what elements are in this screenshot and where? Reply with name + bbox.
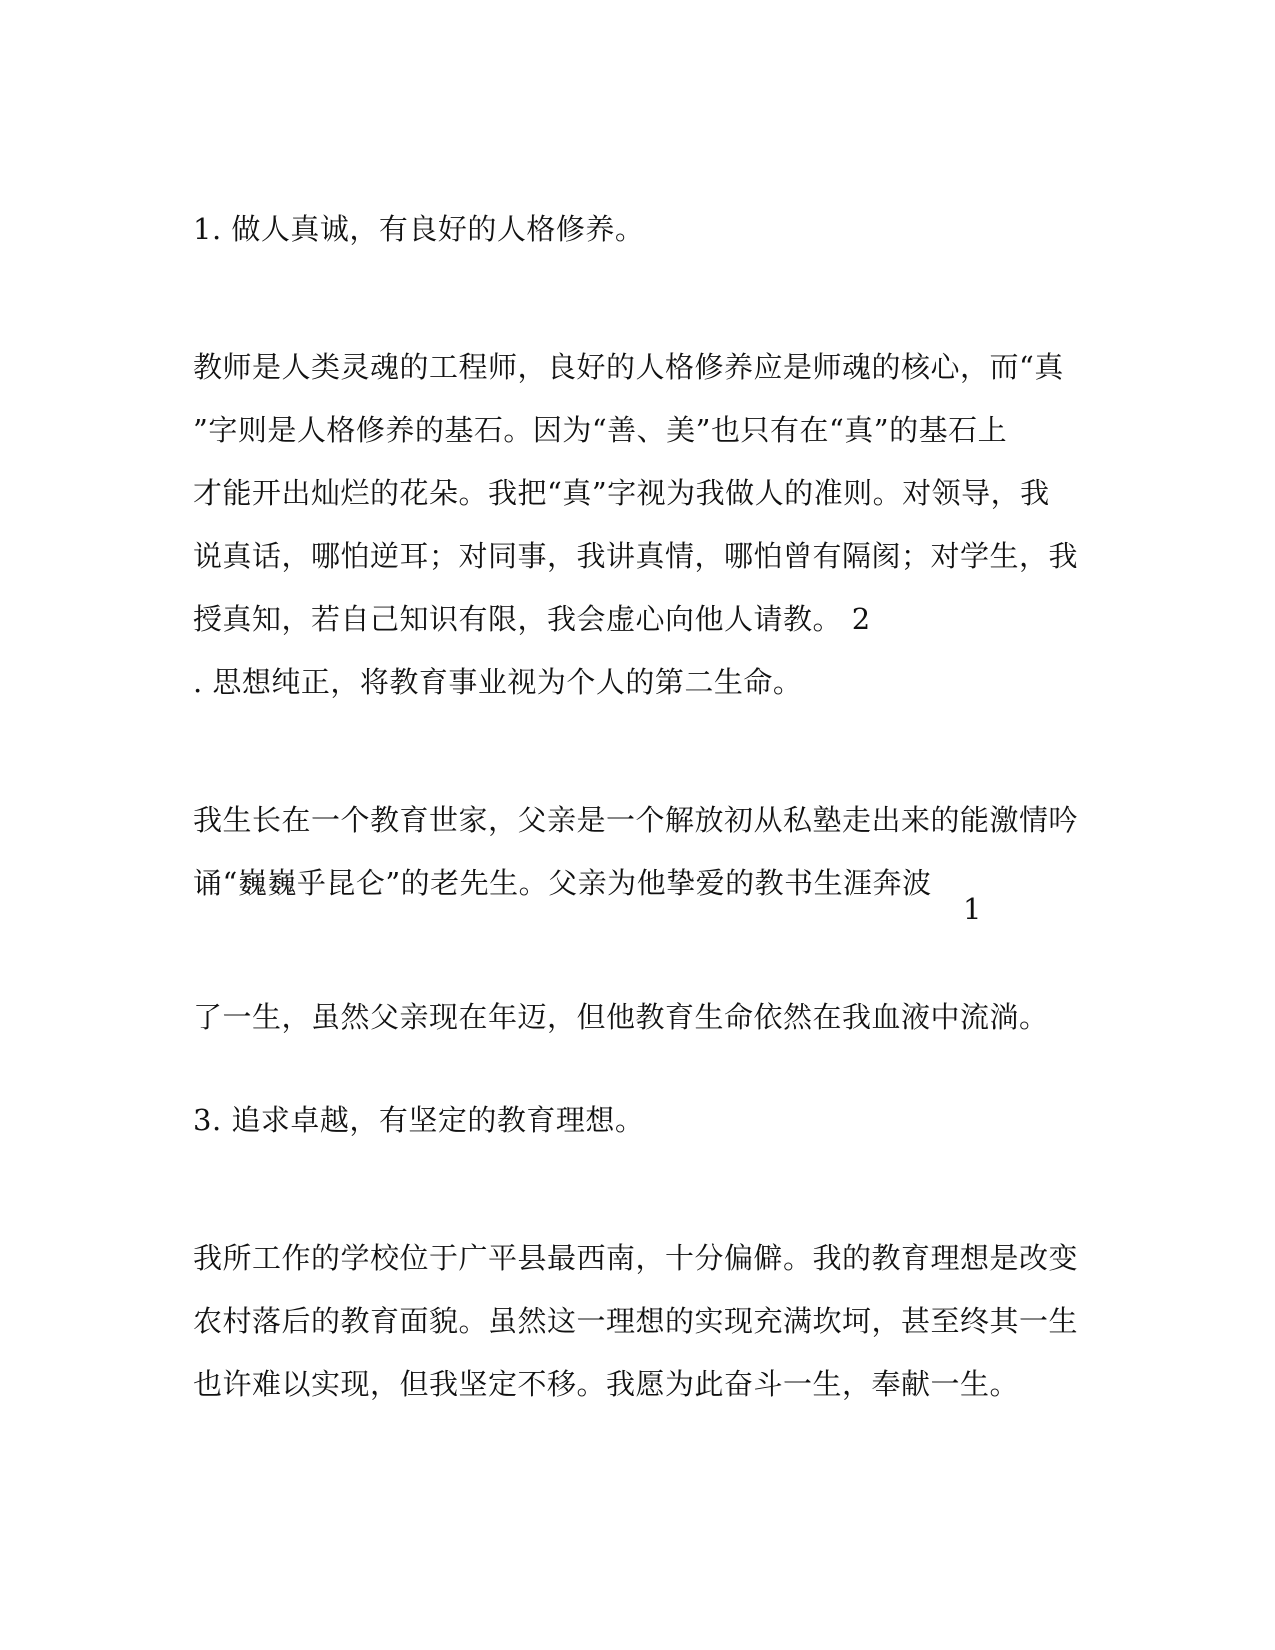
paragraph-line: 才能开出灿烂的花朵。我把“真”字视为我做人的准则。对领导，我 [193,476,1050,510]
heading-1: 1. 做人真诚，有良好的人格修养。 [193,212,645,246]
paragraph-line: ”字则是人格修养的基石。因为“善、美”也只有在“真”的基石上 [193,413,1008,447]
paragraph-line: 农村落后的教育面貌。虽然这一理想的实现充满坎坷，甚至终其一生 [193,1304,1079,1338]
paragraph-line: 授真知，若自己知识有限，我会虚心向他人请教。 2 [193,602,871,636]
heading-3: 3. 追求卓越，有坚定的教育理想。 [193,1103,645,1137]
paragraph-line: 我生长在一个教育世家，父亲是一个解放初从私塾走出来的能激情吟 [193,803,1079,837]
paragraph-line: 教师是人类灵魂的工程师，良好的人格修养应是师魂的核心，而“真 [193,350,1064,384]
paragraph-line: 说真话，哪怕逆耳；对同事，我讲真情，哪怕曾有隔阂；对学生，我 [193,539,1079,573]
page-number: 1 [963,892,982,926]
paragraph-line: 也许难以实现，但我坚定不移。我愿为此奋斗一生，奉献一生。 [193,1367,1020,1401]
paragraph-line: 我所工作的学校位于广平县最西南，十分偏僻。我的教育理想是改变 [193,1241,1079,1275]
heading-2: . 思想纯正，将教育事业视为个人的第二生命。 [193,665,803,699]
paragraph-line: 了一生，虽然父亲现在年迈，但他教育生命依然在我血液中流淌。 [193,1000,1049,1034]
paragraph-line: 诵“巍巍乎昆仑”的老先生。父亲为他挚爱的教书生涯奔波 [193,866,932,900]
